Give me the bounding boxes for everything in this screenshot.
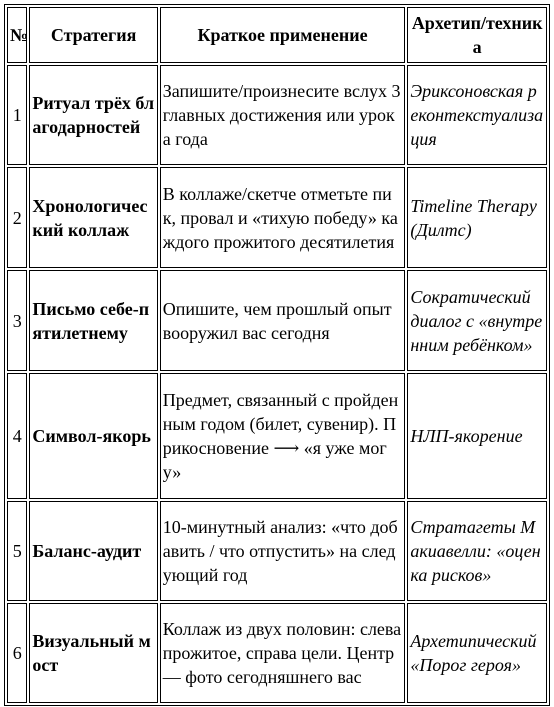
row-archetype: Эриксоновская реконтекстуализация — [407, 65, 547, 165]
row-strategy: Баланс-аудит — [29, 501, 157, 601]
row-application: Опишите, чем прошлый опыт вооружил вас сегодня — [160, 270, 406, 371]
row-strategy: Визуальный мост — [29, 603, 157, 703]
header-application: Краткое применение — [160, 7, 406, 63]
row-application: Запишите/произнесите вслух 3 главных достижения или урока года — [160, 65, 406, 165]
row-application: Предмет, связанный с пройденным годом (билет, сувенир). Прикосновение ⟶ «я уже могу» — [160, 373, 406, 499]
header-strategy: Стратегия — [29, 7, 157, 63]
table-row — [7, 65, 547, 165]
table-header-row — [7, 7, 547, 63]
row-number: 2 — [7, 167, 27, 268]
row-archetype: Сократический диалог с «внутренним ребёнком» — [407, 270, 547, 371]
table-row — [7, 373, 547, 499]
table-row — [7, 167, 547, 268]
row-strategy: Хронологический коллаж — [29, 167, 157, 268]
row-strategy: Письмо себе-пятилетнему — [29, 270, 157, 371]
row-strategy: Ритуал трёх благодарностей — [29, 65, 157, 165]
row-strategy: Символ-якорь — [29, 373, 157, 499]
header-archetype: Архетип/техника — [407, 7, 547, 63]
row-application: В коллаже/скетче отметьте пик, провал и «тихую победу» каждого прожитого десятилетия — [160, 167, 406, 268]
row-application: Коллаж из двух половин: слева прожитое, справа цели. Центр — фото сегодняшнего вас — [160, 603, 406, 703]
table-row — [7, 270, 547, 371]
table-row — [7, 603, 547, 703]
row-archetype: Стратагеты Макиавелли: «оценка рисков» — [407, 501, 547, 601]
row-application: 10-минутный анализ: «что добавить / что отпустить» на следующий год — [160, 501, 406, 601]
header-num: № — [7, 7, 27, 63]
row-archetype: НЛП-якорение — [407, 373, 547, 499]
strategy-table — [4, 4, 550, 706]
row-archetype: Timeline Therapy (Дилтс) — [407, 167, 547, 268]
table-row — [7, 501, 547, 601]
row-archetype: Архетипический «Порог героя» — [407, 603, 547, 703]
row-number: 5 — [7, 501, 27, 601]
row-number: 4 — [7, 373, 27, 499]
row-number: 6 — [7, 603, 27, 703]
row-number: 3 — [7, 270, 27, 371]
row-number: 1 — [7, 65, 27, 165]
